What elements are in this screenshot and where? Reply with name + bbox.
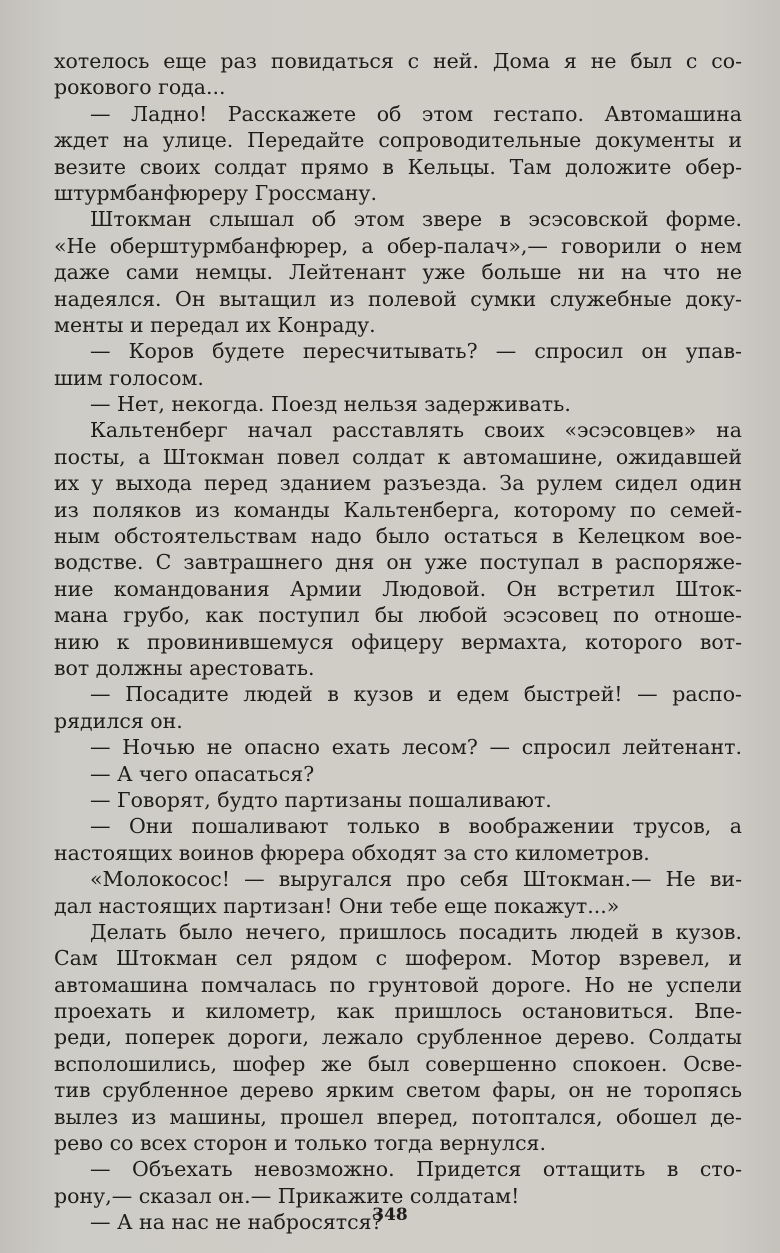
page-number: 348 <box>372 1205 408 1225</box>
text-line: рядился он. <box>54 708 183 733</box>
text-line: «Молокосос! — выругался про себя Штокман.— Не ви- <box>90 867 742 892</box>
text-line: Делать было нечего, пришлось посадить людей в кузов. <box>90 919 742 944</box>
text-line: проехать и километр, как пришлось остановиться. Впе- <box>54 999 742 1024</box>
text-line: водстве. С завтрашнего дня он уже поступал в распоряже- <box>54 550 742 575</box>
text-line: мана грубо, как поступил бы любой эсэсовец по отноше- <box>54 603 742 628</box>
text-line: «Не оберштурмбанфюрер, а обер-палач»,— говорили о нем <box>54 233 742 258</box>
text-line: — Говорят, будто партизаны пошаливают. <box>90 787 552 812</box>
text-line: рево со всех сторон и только тогда вернулся. <box>54 1131 547 1156</box>
text-line: — Ладно! Расскажете об этом гестапо. Автомашина <box>90 101 742 126</box>
text-line: — А на нас не набросятся? <box>90 1210 383 1235</box>
text-line: менты и передал их Конраду. <box>54 312 376 337</box>
text-line: ным обстоятельствам надо было остаться в Келецком вое- <box>54 524 742 549</box>
text-line: хотелось еще раз повидаться с ней. Дома я не был с со- <box>54 49 742 73</box>
text-line: реди, поперек дороги, лежало срубленное дерево. Солдаты <box>54 1025 742 1050</box>
text-line: автомашина помчалась по грунтовой дороге. Но не успели <box>54 972 742 997</box>
text-line: тив срубленное дерево ярким светом фары, он не торопясь <box>54 1078 742 1103</box>
text-line: рону,— сказал он.— Прикажите солдатам! <box>54 1183 520 1208</box>
text-line: Сам Штокман сел рядом с шофером. Мотор взревел, и <box>54 946 742 971</box>
text-line: вот должны арестовать. <box>54 655 315 680</box>
text-line: — Нет, некогда. Поезд нельзя задерживать. <box>90 392 571 417</box>
text-line: — Ночью не опасно ехать лесом? — спросил лейтенант. <box>90 735 742 760</box>
text-line: — А чего опасаться? <box>90 761 315 786</box>
text-line: — Посадите людей в кузов и едем быстрей! — распо- <box>90 682 742 707</box>
text-line: ждет на улице. Передайте сопроводительные документы и <box>54 128 742 153</box>
text-line: нию к провинившемуся офицеру вермахта, которого вот- <box>54 629 742 654</box>
text-line: всполошились, шофер же был совершенно спокоен. Осве- <box>54 1051 742 1076</box>
text-line: — Коров будете пересчитывать? — спросил он упав- <box>90 339 742 364</box>
text-line: Кальтенберг начал расставлять своих «эсэсовцев» на <box>90 418 742 443</box>
text-line: шим голосом. <box>54 365 204 390</box>
text-line: даже сами немцы. Лейтенант уже больше ни на что не <box>54 260 742 285</box>
text-line: рокового года... <box>54 75 226 100</box>
body-text <box>54 48 742 1236</box>
text-line: — Они пошаливают только в воображении трусов, а <box>90 814 742 839</box>
text-line: из поляков из команды Кальтенберга, которому по семей- <box>54 497 742 522</box>
text-line: их у выхода перед зданием разъезда. За рулем сидел один <box>54 471 742 496</box>
text-line: настоящих воинов фюрера обходят за сто километров. <box>54 840 650 865</box>
text-line: вылез из машины, прошел вперед, потоптался, обошел де- <box>54 1104 742 1129</box>
text-line: Штокман слышал об этом звере в эсэсовской форме. <box>90 207 742 232</box>
text-line: дал настоящих партизан! Они тебе еще покажут...» <box>54 893 620 918</box>
text-line: штурмбанфюреру Гроссману. <box>54 180 378 205</box>
text-line: посты, а Штокман повел солдат к автомашине, ожидавшей <box>54 444 742 469</box>
text-line: надеялся. Он вытащил из полевой сумки служебные доку- <box>54 286 742 311</box>
text-line: — Объехать невозможно. Придется оттащить в сто- <box>90 1157 742 1182</box>
text-line: ние командования Армии Людовой. Он встретил Шток- <box>54 576 742 601</box>
text-line: везите своих солдат прямо в Кельцы. Там доложите обер- <box>54 154 742 179</box>
